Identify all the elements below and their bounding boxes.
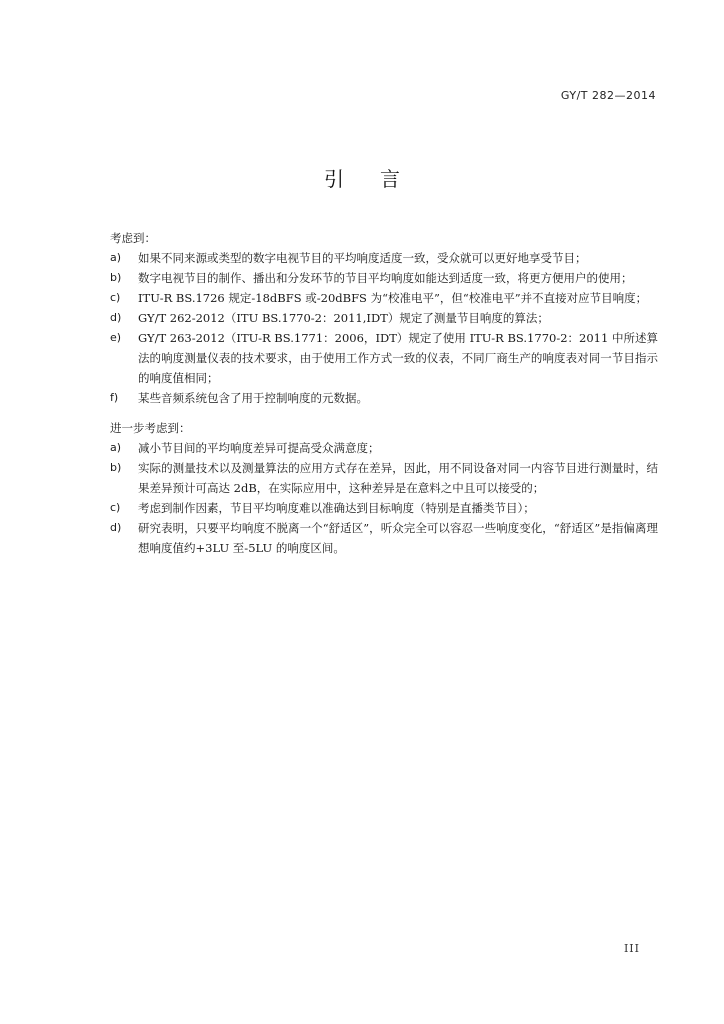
list-item-label: a) [110,251,122,264]
section-intro-considering: 考虑到： [110,231,156,245]
list-item [110,518,658,558]
list-item-label: f) [110,391,119,404]
list-item [110,458,658,498]
list-item-text: ITU-R BS.1726 规定-18dBFS 或-20dBFS 为“校准电平”，但“校准电平”并不直接对应节目响度； [138,291,648,305]
list-item-label: b) [110,461,122,474]
list-item-text: 考虑到制作因素，节目平均响度难以准确达到目标响度（特别是直播类节目）； [138,501,535,515]
list-item-text: 实际的测量技术以及测量算法的应用方式存在差异，因此，用不同设备对同一内容节目进行测量时，结果差异预计可高达 2dB，在实际应用中，这种差异是在意料之中且可以接受的； [138,461,658,495]
list-item-text: 如果不同来源或类型的数字电视节目的平均响度适度一致，受众就可以更好地享受节目； [138,251,587,265]
list-item-text: GY/T 263-2012（ITU-R BS.1771：2006，IDT）规定了使用 ITU-R BS.1770-2：2011 中所述算法的响度测量仪表的技术要求，由于使用工作方式一致的仪表，不同厂商生产的响度表对同一节目指示的响度值相同； [138,331,658,385]
list-item [110,438,658,458]
page-number: III [623,942,640,955]
list-item-label: d) [110,521,122,534]
list-item-label: b) [110,271,122,284]
list-item [110,328,658,388]
list-item [110,248,658,268]
list-item [110,268,658,288]
list-item-text: 某些音频系统包含了用于控制响度的元数据。 [138,391,368,405]
list-item-label: c) [110,291,121,304]
section-intro-further-considering: 进一步考虑到： [110,421,191,435]
page-title: 引言 [324,167,436,191]
list-item [110,498,658,518]
list-item-label: d) [110,311,122,324]
list-item [110,308,658,328]
list-item-label: c) [110,501,121,514]
document-code: GY/T 282—2014 [560,89,656,102]
list-item [110,288,658,308]
list-item-text: 减小节目间的平均响度差异可提高受众满意度； [138,441,380,455]
list-item-text: 研究表明，只要平均响度不脱离一个“舒适区”，听众完全可以容忍一些响度变化，“舒适区”是指偏离理想响度值约+3LU 至-5LU 的响度区间。 [138,521,658,555]
list-item-text: GY/T 262-2012（ITU BS.1770-2：2011,IDT）规定了测量节目响度的算法； [138,311,549,325]
list-item-label: e) [110,331,122,344]
list-item [110,388,658,408]
main-content [110,228,658,558]
list-item-label: a) [110,441,122,454]
list-item-text: 数字电视节目的制作、播出和分发环节的节目平均响度如能达到适度一致，将更方便用户的使用； [138,271,633,285]
